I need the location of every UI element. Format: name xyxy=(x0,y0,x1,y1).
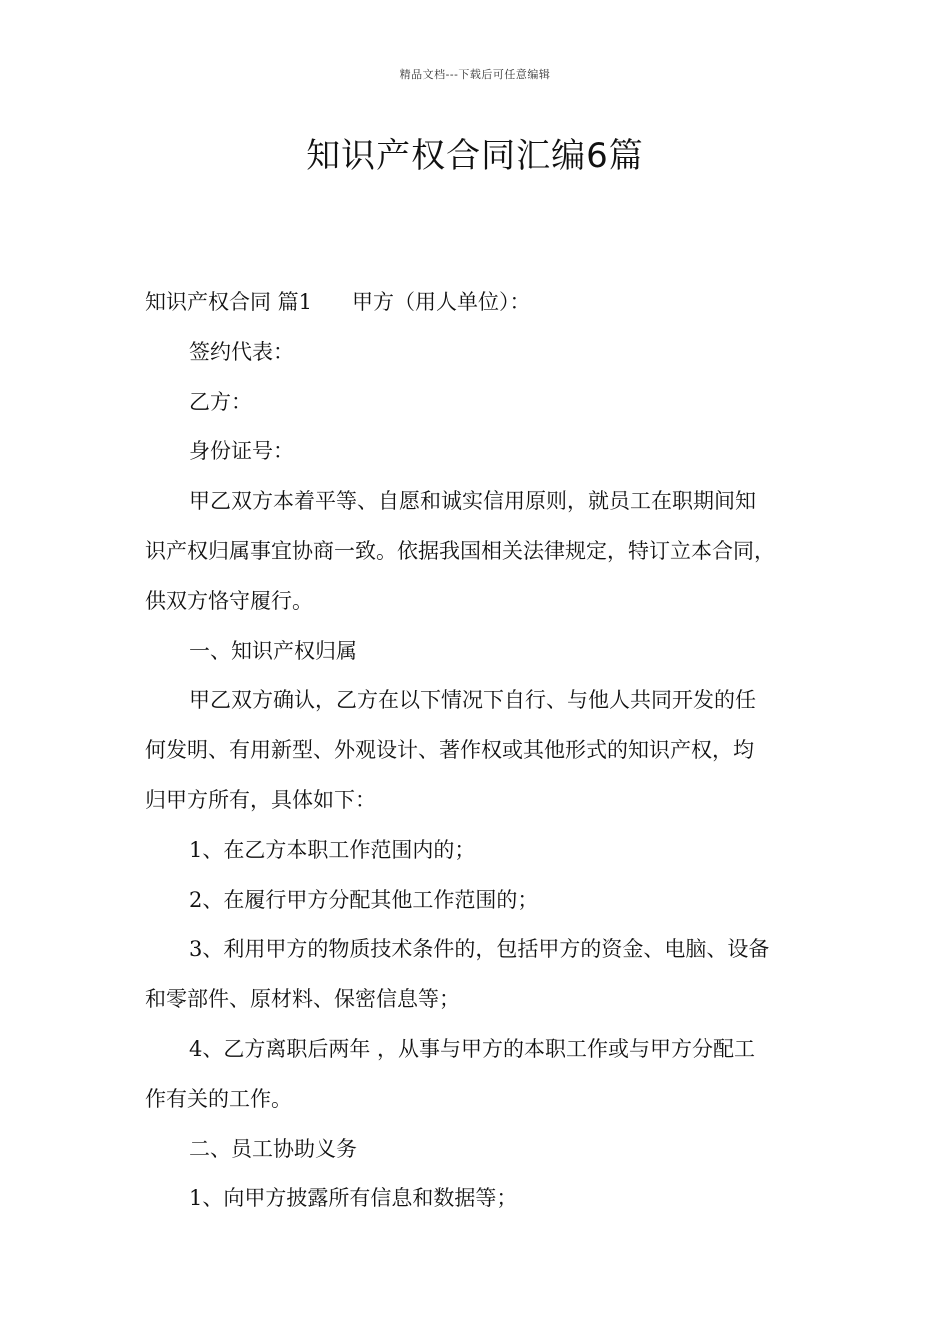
paragraph-line: 2、在履行甲方分配其他工作范围的； xyxy=(189,887,539,912)
paragraph-line: 一、知识产权归属 xyxy=(189,638,357,663)
paragraph-line: 归甲方所有，具体如下： xyxy=(145,787,376,812)
paragraph-line: 和零部件、原材料、保密信息等； xyxy=(145,987,460,1012)
paragraph-line: 3、利用甲方的物质技术条件的，包括甲方的资金、电脑、设备 xyxy=(189,937,770,962)
paragraph-line: 作有关的工作。 xyxy=(145,1086,292,1111)
header-note: 精品文档---下载后可任意编辑 xyxy=(399,68,551,81)
paragraph-line-section-heading xyxy=(145,278,823,328)
paragraph-line: 甲乙双方本着平等、自愿和诚实信用原则，就员工在职期间知 xyxy=(189,489,756,514)
paragraph-line: 二、员工协助义务 xyxy=(189,1136,357,1161)
document-title: 知识产权合同汇编6篇 xyxy=(306,136,644,176)
paragraph-line: 4、乙方离职后两年 ，从事与甲方的本职工作或与甲方分配工 xyxy=(189,1036,756,1061)
party-a-label: 甲方（用人单位）： xyxy=(352,290,531,314)
paragraph-line: 身份证号： xyxy=(189,439,294,464)
paragraph-line: 何发明、有用新型、外观设计、著作权或其他形式的知识产权，均 xyxy=(145,738,754,763)
paragraph-line: 供双方恪守履行。 xyxy=(145,588,313,613)
paragraph-line: 乙方： xyxy=(189,389,252,414)
paragraph-line: 1、在乙方本职工作范围内的； xyxy=(189,837,476,862)
paragraph-line: 签约代表： xyxy=(189,339,294,364)
paragraph-line: 1、向甲方披露所有信息和数据等； xyxy=(189,1186,518,1211)
paragraph-line: 识产权归属事宜协商一致。依据我国相关法律规定，特订立本合同， xyxy=(145,538,775,563)
paragraph-line: 甲乙双方确认，乙方在以下情况下自行、与他人共同开发的任 xyxy=(189,688,756,713)
document-body xyxy=(145,278,823,1224)
section-label: 知识产权合同 篇1 xyxy=(145,290,313,314)
